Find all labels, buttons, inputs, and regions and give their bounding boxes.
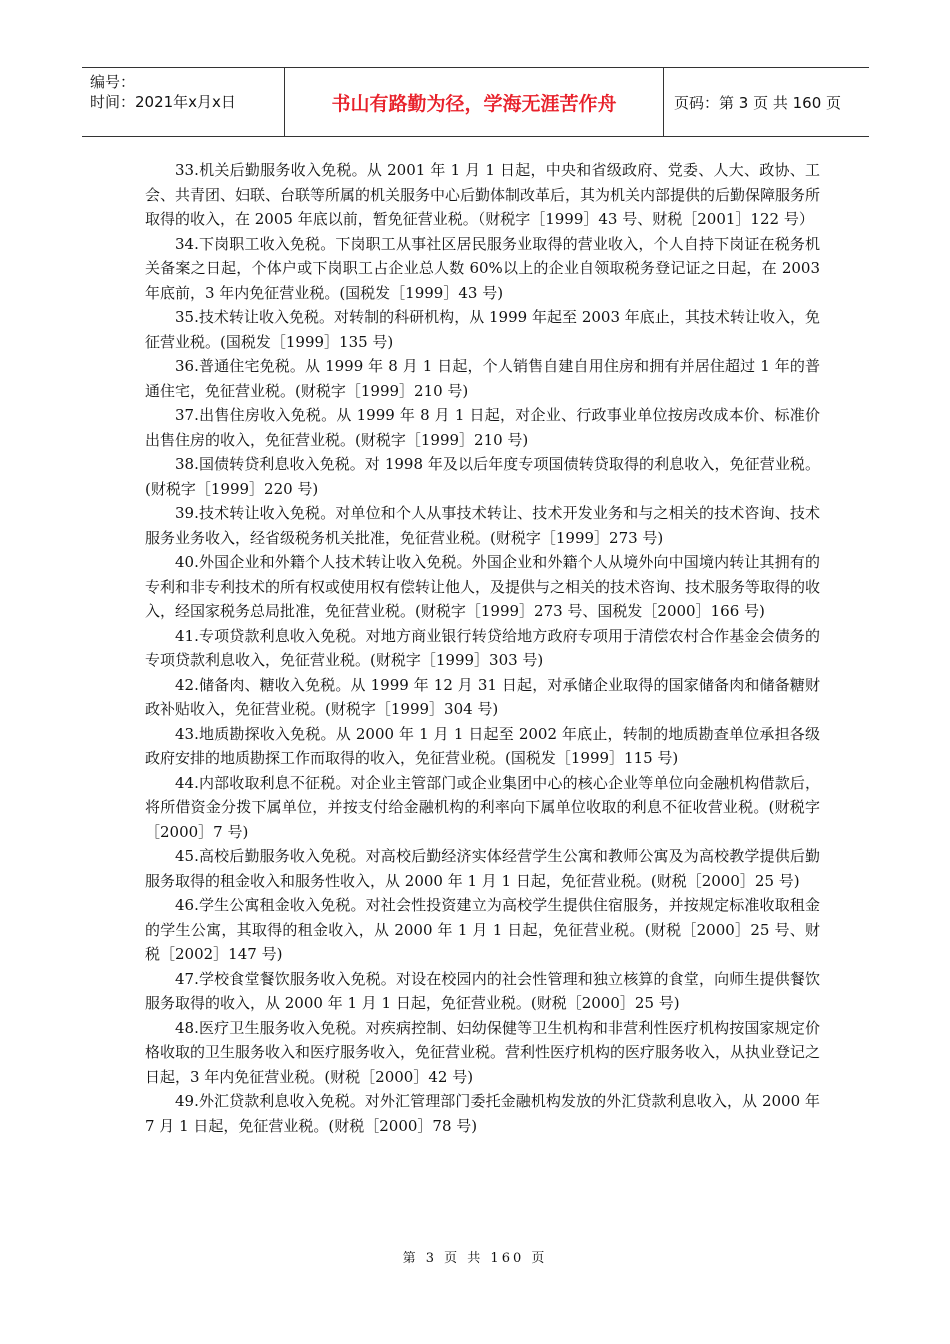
paragraph: 46.学生公寓租金收入免税。对社会性投资建立为高校学生提供住宿服务，并按规定标准收取租金的学生公寓，其取得的租金收入，从 2000 年 1 月 1 日起，免征营业税。(财税［2000］25 号、财税［2002］147 号)	[145, 896, 820, 963]
paragraph: 35.技术转让收入免税。对转制的科研机构，从 1999 年起至 2003 年底止，其技术转让收入，免征营业税。(国税发［1999］135 号)	[145, 308, 820, 351]
header-page-number: 页码：第 3 页 共 160 页	[674, 93, 842, 112]
paragraph: 41.专项贷款利息收入免税。对地方商业银行转贷给地方政府专项用于清偿农村合作基金会债务的专项贷款利息收入，免征营业税。(财税字［1999］303 号)	[145, 626, 820, 669]
page-footer: 第 3 页 共 160 页	[402, 1251, 548, 1266]
document-body	[145, 158, 820, 1138]
paragraph: 38.国债转贷利息收入免税。对 1998 年及以后年度专项国债转贷取得的利息收入，免征营业税。(财税字［1999］220 号)	[145, 455, 820, 498]
paragraph: 43.地质勘探收入免税。从 2000 年 1 月 1 日起至 2002 年底止，转制的地质勘查单位承担各级政府安排的地质勘探工作而取得的收入，免征营业税。(国税发［1999］115 号)	[145, 724, 820, 767]
paragraph: 47.学校食堂餐饮服务收入免税。对设在校园内的社会性管理和独立核算的食堂，向师生提供餐饮服务取得的收入，从 2000 年 1 月 1 日起，免征营业税。(财税［2000］25 号)	[145, 969, 820, 1012]
paragraph: 49.外汇贷款利息收入免税。对外汇管理部门委托金融机构发放的外汇贷款利息收入，从 2000 年 7 月 1 日起，免征营业税。(财税［2000］78 号)	[145, 1092, 820, 1135]
paragraph: 39.技术转让收入免税。对单位和个人从事技术转让、技术开发业务和与之相关的技术咨询、技术服务业务收入，经省级税务机关批准，免征营业税。(财税字［1999］273 号)	[145, 504, 820, 547]
paragraph: 36.普通住宅免税。从 1999 年 8 月 1 日起，个人销售自建自用住房和拥有并居住超过 1 年的普通住宅，免征营业税。(财税字［1999］210 号)	[145, 357, 820, 400]
paragraph: 33.机关后勤服务收入免税。从 2001 年 1 月 1 日起，中央和省级政府、党委、人大、政协、工会、共青团、妇联、台联等所属的机关服务中心后勤体制改革后，其为机关内部提供的后勤保障服务所取得的收入，在 2005 年底以前，暂免征营业税。（财税字［1999］43 号、财税［2001］122 号）	[145, 161, 821, 228]
header-meta	[82, 68, 284, 136]
paragraph: 34.下岗职工收入免税。下岗职工从事社区居民服务业取得的营业收入，个人自持下岗证在税务机关备案之日起，个体户或下岗职工占企业总人数 60%以上的企业自领取税务登记证之日起，在 2003 年底前，3 年内免征营业税。(国税发［1999］43 号)	[145, 234, 820, 302]
document-date-label: 时间：2021年x月x日	[90, 93, 236, 111]
paragraph: 37.出售住房收入免税。从 1999 年 8 月 1 日起，对企业、行政事业单位按房改成本价、标准价出售住房的收入，免征营业税。(财税字［1999］210 号)	[145, 406, 820, 449]
page-header	[82, 67, 869, 137]
paragraph: 48.医疗卫生服务收入免税。对疾病控制、妇幼保健等卫生机构和非营利性医疗机构按国家规定价格收取的卫生服务收入和医疗服务收入，免征营业税。营利性医疗机构的医疗服务收入，从执业登记之日起，3 年内免征营业税。(财税［2000］42 号)	[145, 1018, 821, 1086]
document-number-label: 编号：	[90, 73, 136, 91]
paragraph: 45.高校后勤服务收入免税。对高校后勤经济实体经营学生公寓和教师公寓及为高校教学提供后勤服务取得的租金收入和服务性收入，从 2000 年 1 月 1 日起，免征营业税。(财税［2000］25 号)	[145, 847, 820, 890]
paragraph: 44.内部收取利息不征税。对企业主管部门或企业集团中心的核心企业等单位向金融机构借款后，将所借资金分拨下属单位，并按支付给金融机构的利率向下属单位收取的利息不征收营业税。(财税字［2000］7 号)	[145, 773, 820, 841]
paragraph: 42.储备肉、糖收入免税。从 1999 年 12 月 31 日起，对承储企业取得的国家储备肉和储备糖财政补贴收入，免征营业税。(财税字［1999］304 号)	[145, 675, 820, 718]
paragraph: 40.外国企业和外籍个人技术转让收入免税。外国企业和外籍个人从境外向中国境内转让其拥有的专利和非专利技术的所有权或使用权有偿转让他人，及提供与之相关的技术咨询、技术服务等取得的收入，经国家税务总局批准，免征营业税。(财税字［1999］273 号、国税发［2000］166 号)	[145, 553, 821, 620]
header-motto: 书山有路勤为径，学海无涯苦作舟	[284, 68, 664, 136]
